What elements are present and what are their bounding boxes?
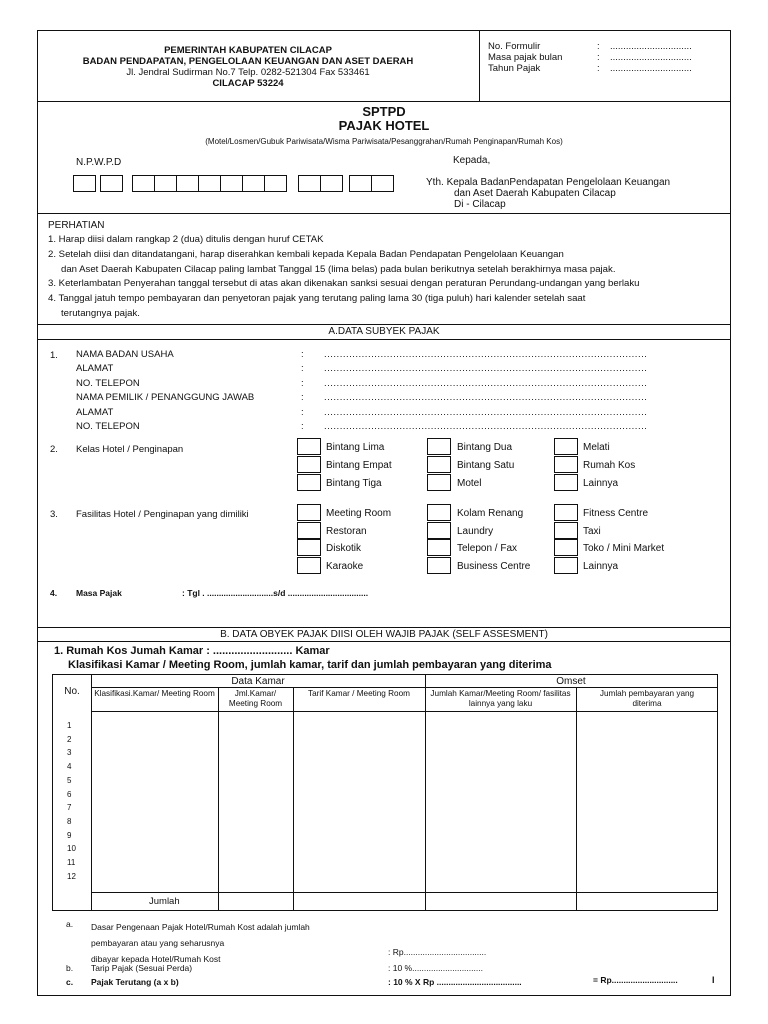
option-label: Rumah Kos [583,460,636,471]
field-sep: : [301,392,304,404]
field-value[interactable]: ....................................................................................................... [324,392,648,404]
field-sep: : [301,377,304,389]
option-label: Karaoke [326,561,364,572]
perhatian-item: 3. Keterlambatan Penyerahan tanggal tersebut di atas akan dikenakan sanksi sesuai dengan peraturan Perundang-undangan yang berlaku [48,278,640,290]
note-b-key: b. [66,963,74,973]
field-label: NAMA BADAN USAHA [76,349,174,360]
subject-field-row[interactable] [76,349,726,363]
table-row: 4 [67,762,72,772]
meta-sep: : [597,52,600,63]
npwpd-box[interactable] [264,175,287,192]
field-label: NO. TELEPON [76,420,140,432]
row-numbers [67,719,76,883]
table-row: 3 [67,748,72,758]
gov-name: PEMERINTAH KABUPATEN CILACAP [164,45,332,56]
field-value[interactable]: ....................................................................................................... [324,420,648,432]
subject-field-row[interactable] [76,392,726,406]
perhatian-item: dan Aset Daerah Kabupaten Cilacap paling lambat Tanggal 15 (lima belas) pada bulan berikutnya setelah berakhirnya masa pajak. [61,263,616,275]
field-sep: : [301,406,304,418]
meta-value[interactable]: ............................... [610,63,692,74]
field-value[interactable]: ....................................................................................................... [324,377,648,389]
option-label: Laundry [457,526,494,537]
npwpd-box[interactable] [132,175,155,192]
npwpd-box[interactable] [198,175,221,192]
field-sep: : [301,363,304,375]
checkbox-bintang-lima[interactable] [297,438,321,455]
option-label: Bintang Tiga [326,478,382,489]
checkbox-melati[interactable] [554,438,578,455]
checkbox-bintang-empat[interactable] [297,456,321,473]
agency-city: CILACAP 53224 [212,78,284,89]
perhatian-list [48,233,728,322]
meta-row-formulir [488,41,728,52]
meta-sep: : [597,41,600,52]
npwpd-box[interactable] [176,175,199,192]
section-a-num3: 3. [50,509,58,520]
divider [38,641,730,642]
checkbox-fasilitas-lainnya[interactable] [554,557,578,574]
table-row: 12 [67,871,76,881]
subject-field-row[interactable] [76,421,726,435]
checkbox-rumah-kos[interactable] [554,456,578,473]
npwpd-box[interactable] [220,175,243,192]
option-label: Fitness Centre [583,508,649,519]
subject-field-row[interactable] [76,363,726,377]
hotel-types: (Motel/Losmen/Gubuk Pariwisata/Wisma Pariwisata/Pesanggrahan/Rumah Penginapan/Rumah Kos) [205,137,563,146]
npwpd-box[interactable] [298,175,321,192]
checkbox-restoran[interactable] [297,522,321,539]
option-label: Bintang Dua [457,442,513,453]
subject-field-row[interactable] [76,378,726,392]
note-c-value[interactable]: : 10 % X Rp .................................... [388,977,522,987]
note-b-value[interactable]: : 10 %.............................. [388,963,483,973]
table-row: 9 [67,830,72,840]
meta-value[interactable]: ............................... [610,52,692,63]
option-label: Bintang Empat [326,460,392,471]
meta-row-tahun [488,63,728,74]
note-line: pembayaran atau yang seharusnya [91,938,225,948]
subject-field-row[interactable] [76,407,726,421]
header-meta [488,41,728,74]
checkbox-motel[interactable] [427,474,451,491]
npwpd-box[interactable] [100,175,123,192]
npwpd-box[interactable] [349,175,372,192]
table-row: 5 [67,775,72,785]
col-klasifikasi-header: Klasifikasi.Kamar/ Meeting Room [94,689,215,698]
checkbox-taxi[interactable] [554,522,578,539]
field-value[interactable]: ....................................................................................................... [324,406,648,418]
option-label: Diskotik [326,543,362,554]
kepada-label: Kepada, [453,155,491,166]
checkbox-toko-mini-market[interactable] [554,539,578,556]
meta-label: No. Formulir [488,41,541,52]
perhatian-heading: PERHATIAN [48,220,105,231]
divider [38,213,730,214]
note-c-key: c. [66,977,74,987]
checkbox-telepon-fax[interactable] [427,539,451,556]
note-line: dibayar kepada Hotel/Rumah Kost [91,954,221,964]
col-jml-header: Jml.Kamar/ Meeting Room [228,689,283,708]
data-table [52,674,718,911]
checkbox-diskotik[interactable] [297,539,321,556]
section-a-num1: 1. [50,350,58,361]
option-label: Taxi [583,526,601,537]
table-row: 10 [67,844,76,854]
section-a-num4: 4. [50,588,58,598]
option-label: Business Centre [457,561,531,572]
note-c-text: Pajak Terutang (a x b) [91,977,179,987]
masa-pajak-value[interactable]: : Tgl . ............................s/d .................................. [182,588,369,598]
npwpd-box[interactable] [320,175,343,192]
option-label: Kolam Renang [457,508,524,519]
option-label: Lainnya [583,478,619,489]
perhatian-item: terutangnya pajak. [61,307,140,319]
checkbox-bintang-tiga[interactable] [297,474,321,491]
field-sep: : [301,349,304,360]
agency-name: BADAN PENDAPATAN, PENGELOLAAN KEUANGAN DAN ASET DAERAH [82,56,414,67]
recipient-line2: dan Aset Daerah Kabupaten Cilacap [454,188,616,199]
meta-label: Tahun Pajak [488,63,541,74]
col-jumlah-kamar-header: Jumlah Kamar/Meeting Room/ fasilitas lainnya yang laku [430,689,571,708]
note-a-value[interactable]: : Rp................................... [388,947,487,957]
recipient-line3: Di - Cilacap [454,199,506,210]
note-c-total[interactable]: = Rp............................ [593,975,678,985]
perhatian-item: 1. Harap diisi dalam rangkap 2 (dua) ditulis dengan huruf CETAK [48,234,324,245]
group-data-kamar: Data Kamar [231,676,285,687]
agency-address: Jl. Jendral Sudirman No.7 Telp. 0282-521304 Fax 533461 [126,67,370,78]
field-value[interactable]: ....................................................................................................... [324,349,648,360]
option-label: Motel [457,478,482,489]
checkbox-fitness-centre[interactable] [554,504,578,521]
meta-value[interactable]: ............................... [610,41,692,52]
form-subtitle: PAJAK HOTEL [338,118,430,133]
option-label: Bintang Lima [326,442,385,453]
rumah-kos-line: 1. Rumah Kos Jumah Kamar : .......................... Kamar [54,645,330,657]
npwpd-box[interactable] [242,175,265,192]
field-label: NAMA PEMILIK / PENANGGUNG JAWAB [76,392,255,404]
table-row: 6 [67,789,72,799]
field-label: NO. TELEPON [76,377,140,389]
meta-label: Masa pajak bulan [488,52,563,63]
field-label: ALAMAT [76,406,114,418]
masa-pajak-label: Masa Pajak [76,588,122,598]
checkbox-bintang-satu[interactable] [427,456,451,473]
npwpd-box[interactable] [154,175,177,192]
npwpd-box[interactable] [73,175,96,192]
npwpd-box[interactable] [371,175,394,192]
kelas-label: Kelas Hotel / Penginapan [76,444,184,455]
option-label: Restoran [326,526,367,537]
meta-sep: : [597,63,600,74]
col-no-header: No. [64,686,80,697]
jumlah-label: Jumlah [149,896,180,907]
option-label: Toko / Mini Market [583,543,665,554]
fasilitas-label: Fasilitas Hotel / Penginapan yang dimiliki [76,509,249,520]
table-row: 8 [67,816,72,826]
table-row: 1 [67,721,72,730]
note-line: Dasar Pengenaan Pajak Hotel/Rumah Kost adalah jumlah [91,922,310,932]
section-a-num2: 2. [50,444,58,455]
perhatian-item: 2. Setelah diisi dan ditandatangani, harap diserahkan kembali kepada Kepala Badan Pendapatan Pengelolaan Keuangan [48,248,564,260]
option-label: Meeting Room [326,508,392,519]
field-value[interactable]: ....................................................................................................... [324,363,648,375]
table-row: 2 [67,734,72,744]
option-label: Melati [583,442,610,453]
header-divider [479,31,480,101]
recipient-line1: Yth. Kepala BadanPendapatan Pengelolaan Keuangan [426,177,671,188]
field-label: ALAMAT [76,363,114,375]
section-b-heading: B. DATA OBYEK PAJAK DIISI OLEH WAJIB PAJAK (SELF ASSESMENT) [220,629,548,640]
note-b-text: Tarip Pajak (Sesuai Perda) [91,963,193,973]
meta-row-masa [488,52,728,63]
col-tarif-header: Tarif Kamar / Meeting Room [308,689,410,698]
checkbox-bintang-dua[interactable] [427,438,451,455]
subject-fields [76,349,726,435]
form-frame [37,30,731,996]
checkbox-kolam-renang[interactable] [427,504,451,521]
col-pembayaran-header: Jumlah pembayaran yang diterima [599,689,695,708]
checkbox-karaoke[interactable] [297,557,321,574]
option-label: Telepon / Fax [457,543,518,554]
divider [38,339,730,340]
checkbox-lainnya[interactable] [554,474,578,491]
divider [38,101,730,102]
perhatian-item: 4. Tanggal jatuh tempo pembayaran dan penyetoran pajak yang terutang paling lama 30 (tiga puluh) hari kalender setelah saat [48,293,586,305]
group-omset: Omset [556,676,586,687]
option-label: Bintang Satu [457,460,515,471]
table-row: 11 [67,858,76,868]
checkbox-business-centre[interactable] [427,557,451,574]
option-label: Lainnya [583,561,619,572]
note-c-end: I [712,975,715,985]
checkbox-meeting-room[interactable] [297,504,321,521]
note-a-key: a. [66,919,74,929]
npwpd-label: N.P.W.P.D [76,157,122,168]
note-a-text [91,919,310,967]
form-title: SPTPD [362,104,406,119]
table-row: 7 [67,803,72,813]
field-sep: : [301,420,304,432]
section-a-heading: A.DATA SUBYEK PAJAK [328,326,440,337]
klasifikasi-line: Klasifikasi Kamar / Meeting Room, jumlah kamar, tarif dan jumlah pembayaran yang diterima [68,659,552,671]
checkbox-laundry[interactable] [427,522,451,539]
